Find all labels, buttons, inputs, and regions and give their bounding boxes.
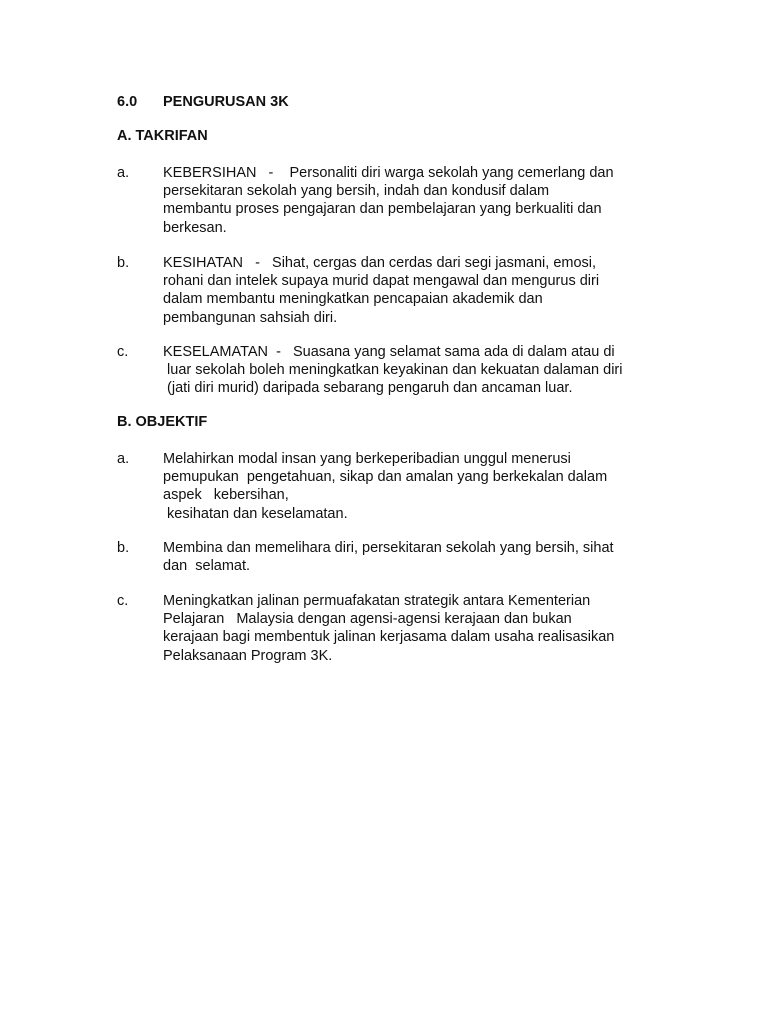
item-marker: c. — [117, 344, 129, 360]
item-marker: b. — [117, 540, 130, 556]
item-text — [163, 254, 657, 327]
item-marker: a. — [117, 451, 130, 467]
text-line: (jati diri murid) daripada sebarang pengaruh dan ancaman luar. — [163, 380, 573, 397]
section-number: 6.0 — [117, 94, 138, 110]
objektif-heading: B. OBJEKTIF — [117, 414, 208, 430]
text-line: pembangunan sahsiah diri. — [163, 309, 338, 326]
text-line: Membina dan memelihara diri, persekitaran sekolah yang bersih, sihat — [163, 540, 614, 556]
item-marker: a. — [117, 165, 130, 181]
text-line: Pelaksanaan Program 3K. — [163, 647, 333, 664]
item-text — [163, 450, 657, 523]
item-text — [163, 539, 657, 575]
text-line: membantu proses pengajaran dan pembelajaran yang berkualiti dan — [163, 201, 602, 218]
text-line: KEBERSIHAN - Personaliti diri warga sekolah yang cemerlang dan — [163, 165, 614, 181]
item-text — [163, 164, 657, 237]
text-line: KESIHATAN - Sihat, cergas dan cerdas dari segi jasmani, emosi, — [163, 255, 597, 271]
text-line: Melahirkan modal insan yang berkeperibadian unggul menerusi — [163, 451, 571, 467]
text-line: Pelajaran Malaysia dengan agensi-agensi kerajaan dan bukan — [163, 611, 572, 628]
text-line: berkesan. — [163, 219, 227, 236]
section-heading — [117, 93, 289, 111]
text-line: kesihatan dan keselamatan. — [163, 505, 348, 522]
item-marker: b. — [117, 255, 130, 271]
takrifan-heading: A. TAKRIFAN — [117, 128, 208, 144]
text-line: dalam membantu meningkatkan pencapaian akademik dan — [163, 291, 543, 308]
item-marker: c. — [117, 593, 129, 609]
text-line: kerajaan bagi membentuk jalinan kerjasama dalam usaha realisasikan — [163, 629, 615, 646]
text-line: persekitaran sekolah yang bersih, indah dan kondusif dalam — [163, 183, 550, 200]
text-line: Meningkatkan jalinan permuafakatan strategik antara Kementerian — [163, 593, 591, 609]
text-line: pemupukan pengetahuan, sikap dan amalan yang berkekalan dalam — [163, 469, 608, 486]
section-title: PENGURUSAN 3K — [163, 94, 289, 110]
text-line: luar sekolah boleh meningkatkan keyakinan dan kekuatan dalaman diri — [163, 362, 623, 379]
text-line: KESELAMATAN - Suasana yang selamat sama ada di dalam atau di — [163, 344, 615, 360]
item-text — [163, 343, 657, 398]
text-line: rohani dan intelek supaya murid dapat mengawal dan mengurus diri — [163, 273, 600, 290]
item-text — [163, 592, 657, 665]
text-line: dan selamat. — [163, 558, 251, 575]
text-line: aspek kebersihan, — [163, 487, 289, 504]
